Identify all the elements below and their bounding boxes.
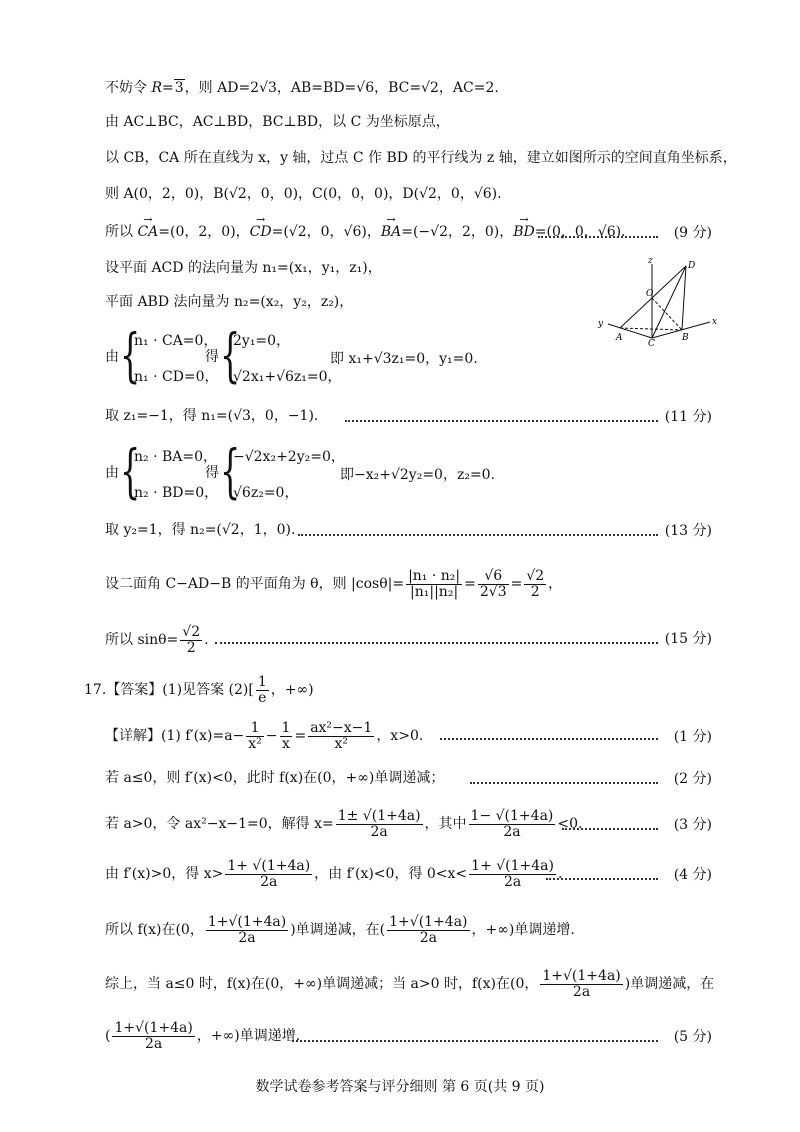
- fraction: [180, 625, 202, 656]
- text: ，+∞)单调递增.: [196, 1028, 301, 1044]
- line-2: 由 AC⊥BC，AC⊥BD，BC⊥BD，以 C 为坐标原点，: [105, 114, 450, 130]
- detail-3: [105, 806, 712, 842]
- sys1-sol1: 2y₁=0，: [233, 333, 291, 349]
- denominator: 2a: [260, 873, 278, 890]
- denominator: |n₁||n₂|: [410, 583, 459, 600]
- numerator: ax²−x−1: [310, 719, 373, 736]
- fraction: [478, 569, 509, 600]
- denominator: 2a: [503, 873, 522, 890]
- numerator: 1± √(1+4a): [337, 807, 421, 824]
- numerator: 1+√(1+4a): [114, 1019, 193, 1036]
- fraction: [308, 721, 374, 752]
- denominator: e: [258, 689, 267, 706]
- sys2-sol2: √6z₂=0，: [233, 485, 299, 501]
- score-1: (1 分): [673, 729, 712, 745]
- leader-dots: [345, 420, 658, 422]
- text: 若 a>0，令 ax²−x−1=0，解得 x=: [105, 816, 334, 832]
- sys2-you: 由: [105, 465, 119, 481]
- edge-cd: [652, 266, 686, 338]
- sys2-sol1: −√2x₂+2y₂=0，: [233, 449, 345, 465]
- numerator: √2: [182, 623, 201, 640]
- text: 由 f′(x)>0，得 x>: [105, 866, 224, 882]
- point-b: B: [682, 333, 689, 343]
- numerator: √2: [526, 567, 545, 584]
- text: ，由 f′(x)<0，得 0<x<: [314, 866, 468, 882]
- sys2-eq1: n₂ · BA=0，: [134, 449, 218, 465]
- r-label: R: [151, 80, 162, 96]
- leader-dots: [470, 782, 658, 784]
- text: =(−√2，2，0)，: [401, 224, 514, 240]
- numerator: 1: [281, 719, 291, 736]
- line-10: 设二面角 C−AD−B 的平面角为 θ，则 |cosθ|= $\frac{\text{|n₁ · n₂|}}{\text{|n₁||n₂|}}$ = $\frac{√6}{2√3}$ = $\frac{√2}{2}$ ，: [105, 567, 563, 600]
- text: ，+∞): [270, 682, 314, 698]
- fraction: [112, 1021, 194, 1052]
- score-5: (5 分): [673, 1029, 712, 1045]
- detail-4: [105, 856, 712, 892]
- sys1-you: 由: [105, 349, 119, 365]
- vector-ca: → CA: [137, 222, 158, 242]
- sys1-result: 即 x₁+√3z₁=0，y₁=0.: [330, 351, 478, 367]
- text: =(√2，0，√6)，: [271, 224, 381, 240]
- numerator: √6: [478, 569, 509, 585]
- leader-dots: [562, 828, 658, 830]
- numerator: |n₁ · n₂|: [408, 567, 461, 584]
- point-o: O: [646, 289, 654, 299]
- line-1: 不妨令 R=3，则 AD=2√3，AB=BD=√6，BC=√2，AC=2.: [105, 80, 499, 96]
- numerator: 1: [257, 673, 267, 690]
- score-13: (13 分): [664, 523, 712, 539]
- coordinate-figure: [592, 254, 722, 346]
- denominator: x: [282, 735, 290, 752]
- sys1-sol2: √2x₁+√6z₁=0，: [233, 369, 342, 385]
- leader-dots: [546, 878, 658, 880]
- text: ，x>0.: [376, 728, 424, 744]
- line-11: 所以 sinθ= $\frac{√2}{2}$ .: [105, 623, 209, 656]
- denominator: 2a: [238, 929, 256, 946]
- detail-5: [105, 912, 712, 948]
- sys1-de: 得: [205, 349, 219, 365]
- text: ，+∞)单调递增.: [471, 922, 575, 938]
- text: 17.【答案】(1)见答案 (2)[: [84, 682, 254, 698]
- text: =(0，0，√6).: [534, 224, 626, 240]
- vector-ba: → BA: [381, 222, 401, 242]
- leader-dots: [298, 534, 658, 536]
- fraction: [387, 915, 469, 946]
- line-8: 取 z₁=−1，得 n₁=(√3，0，−1).: [105, 408, 319, 424]
- fraction: [469, 859, 556, 890]
- numerator: 1+√(1+4a): [389, 913, 468, 930]
- text: ，则 AD=2√3，AB=BD=√6，BC=√2，AC=2.: [184, 80, 499, 96]
- axis-z-label: z: [648, 256, 653, 266]
- text: )单调递减，在: [624, 976, 715, 992]
- line-3: 以 CB，CA 所在直线为 x，y 轴，过点 C 作 BD 的平行线为 z 轴，建立如图所示的空间直角坐标系，: [105, 150, 737, 166]
- sys2-eq2: n₂ · BD=0，: [134, 485, 219, 501]
- denominator: 2: [186, 639, 196, 656]
- fraction: [256, 675, 269, 706]
- leader-dots: [440, 738, 658, 740]
- score-3: (3 分): [673, 817, 712, 833]
- sys2-result: 即−x₂+√2y₂=0，z₂=0.: [340, 467, 496, 483]
- point-d: D: [688, 261, 696, 271]
- denominator: x²: [334, 735, 348, 752]
- axis-x-label: x: [712, 317, 718, 327]
- text: )单调递减，在(: [290, 922, 386, 938]
- fraction: [225, 859, 312, 890]
- denominator: 2a: [419, 929, 437, 946]
- numerator: 1: [246, 721, 264, 737]
- denominator: 2: [530, 583, 540, 600]
- denominator: 2a: [145, 1035, 163, 1052]
- leader-dots: [538, 236, 658, 238]
- denominator: 2√3: [479, 583, 507, 600]
- text: 综上，当 a≤0 时，f(x)在(0，+∞)单调递减；当 a>0 时，f(x)在(0，: [105, 976, 539, 992]
- line-4: 则 A(0，2，0)，B(√2，0，0)，C(0，0，0)，D(√2，0，√6).: [105, 186, 502, 202]
- score-9: (9 分): [673, 225, 712, 241]
- text: .: [557, 866, 563, 882]
- detail-1: [105, 718, 712, 754]
- denominator: x²: [248, 735, 262, 752]
- text: <0.: [557, 816, 583, 832]
- point-a: A: [616, 333, 623, 343]
- axis-y-label: y: [598, 319, 604, 329]
- detail-6: [105, 966, 715, 1002]
- brace-left-2: {: [220, 321, 241, 389]
- point-c: C: [648, 339, 655, 346]
- text: =(0，2，0)，: [158, 224, 250, 240]
- detail-7: [105, 1018, 712, 1054]
- text: (: [105, 1028, 111, 1044]
- fraction: [524, 569, 546, 600]
- text: −: [265, 728, 278, 744]
- fraction: [336, 809, 423, 840]
- text: 所以: [105, 224, 133, 240]
- text: 所以 sinθ=: [105, 632, 179, 648]
- text: ，其中: [424, 816, 467, 832]
- text: 设二面角 C−AD−B 的平面角为 θ，则 |cosθ|=: [105, 576, 405, 592]
- dashed-ob: [652, 298, 682, 330]
- line-9: 取 y₂=1，得 n₂=(√2，1，0).: [105, 522, 296, 538]
- sys2-de: 得: [205, 465, 219, 481]
- line-6: 设平面 ACD 的法向量为 n₁=(x₁，y₁，z₁)，: [105, 260, 382, 276]
- numerator: 1− √(1+4a): [470, 807, 554, 824]
- leader-dots: [292, 1040, 658, 1042]
- brace-left-4: {: [220, 437, 241, 505]
- numerator: 1+√(1+4a): [542, 967, 621, 984]
- score-2: (2 分): [673, 771, 712, 787]
- detail-2: 若 a≤0，则 f′(x)<0，此时 f(x)在(0，+∞)单调递减；: [105, 770, 445, 786]
- fraction: [406, 569, 462, 600]
- denominator: 2a: [503, 823, 521, 840]
- vector-bd: → BD: [513, 222, 535, 242]
- page-footer: 数学试卷参考答案与评分细则 第 6 页(共 9 页): [255, 1079, 545, 1095]
- sqrt3: 3: [174, 80, 184, 96]
- numerator: 1+ √(1+4a): [471, 857, 554, 874]
- sys1-eq2: n₁ · CD=0，: [134, 369, 219, 385]
- fraction: [469, 809, 556, 840]
- text: 所以 f(x)在(0，: [105, 922, 204, 938]
- fraction: [280, 721, 293, 752]
- score-4: (4 分): [673, 867, 712, 883]
- fraction: [246, 721, 264, 752]
- brace-left-1: {: [120, 321, 141, 389]
- score-15: (15 分): [664, 631, 712, 647]
- denominator: 2a: [572, 983, 591, 1000]
- brace-left-3: {: [120, 437, 141, 505]
- y-axis: [608, 324, 652, 338]
- sys1-eq1: n₁ · CA=0，: [134, 333, 218, 349]
- text: 【详解】(1) f′(x)=a−: [105, 728, 245, 744]
- score-11: (11 分): [664, 409, 712, 425]
- numerator: 1+√(1+4a): [207, 913, 287, 930]
- numerator: 1+ √(1+4a): [227, 857, 311, 874]
- line-5: [105, 222, 712, 242]
- edge-bd: [682, 266, 686, 330]
- fraction: [206, 915, 288, 946]
- vector-cd: → CD: [250, 222, 272, 242]
- q17-answer: [84, 672, 712, 708]
- text: =: [294, 728, 307, 744]
- leader-dots: [215, 642, 658, 644]
- denominator: 2a: [370, 823, 388, 840]
- edge-ab: [620, 328, 682, 330]
- line-7: 平面 ABD 法向量为 n₂=(x₂，y₂，z₂)，: [105, 294, 354, 310]
- fraction: [540, 969, 622, 1000]
- text: 不妨令: [105, 80, 152, 96]
